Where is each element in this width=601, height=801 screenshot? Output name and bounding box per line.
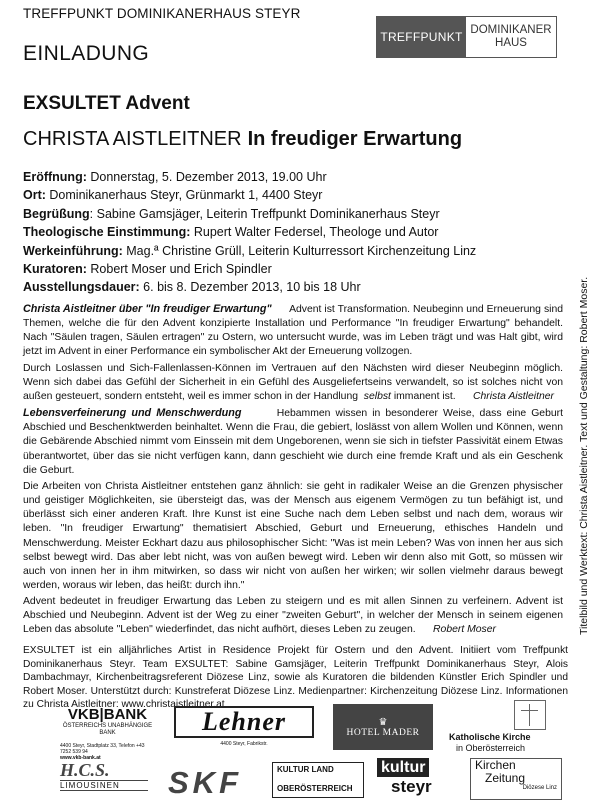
vkb-bank-logo bbox=[60, 706, 155, 761]
hotel-mader-logo bbox=[333, 704, 433, 750]
info-value: Robert Moser und Erich Spindler bbox=[90, 262, 272, 277]
info-value: : Sabine Gamsjäger, Leiterin Treffpunkt Dominikanerhaus Steyr bbox=[89, 206, 440, 221]
paragraph-5 bbox=[23, 595, 563, 637]
paragraph-1 bbox=[23, 302, 563, 360]
credit-text: Titelbild und Werktext: Christa Aistleitner. Text und Gestaltung: Robert Moser. bbox=[578, 276, 590, 635]
info-row-welcome bbox=[23, 205, 563, 223]
info-label: Kuratoren: bbox=[23, 262, 87, 277]
vkb-bank-website: www.vkb-bank.at bbox=[60, 755, 101, 761]
body-text bbox=[23, 302, 563, 640]
signature-moser: Robert Moser bbox=[433, 624, 496, 636]
kirchenzeitung-line2: Zeitung bbox=[485, 771, 526, 785]
paragraph-text: Durch Loslassen und Sich-Fallenlassen-Können im Vertrauen auf den Nächsten wird dieser Neubeginn möglich. Wenn sich dabei das Gefühl der Sicherheit in ein Gefühl des Ausgeliefertseins verwandelt, so ist solches nicht von außen gesteuert, sondern entsteht, weil es immer schon in der Handlung bbox=[23, 362, 563, 402]
hcs-name: H.C.S. bbox=[60, 760, 110, 780]
hcs-sub: LIMOUSINEN bbox=[60, 780, 148, 791]
footer-text: EXSULTET ist ein alljährliches Artist in Residence Projekt für Ostern und den Advent. Initiiert vom Treffpunkt Dominikanerhaus Steyr. Team EXSULTET: Sabine Gamsjäger, Leiterin Treffpunkt Dominikanerhaus Steyr, Alois Dambachmayr, Kirchenbeitragsreferent Diözese Linz, sowie als Kuratoren die bildenden Künstler Erich Spindler und Robert Moser. Unterstützt durch: Kunstreferat Diözese Linz. Medienpartner: Kirchenzeitung Diözese Linz. Informationen zu Christa Aistleitner: www.christaistleitner.at bbox=[23, 645, 568, 711]
info-label: Ausstellungsdauer: bbox=[23, 280, 140, 295]
kirchenzeitung-line1: Kirchen bbox=[475, 758, 516, 772]
logo-right-line1: DOMINIKANER bbox=[470, 24, 552, 36]
lehner-logo bbox=[174, 706, 314, 752]
event-info bbox=[23, 168, 563, 297]
kirche-cross-icon bbox=[514, 700, 546, 730]
vkb-bank-tagline: ÖSTERREICHS UNABHÄNGIGE BANK bbox=[62, 723, 153, 736]
info-value: Dominikanerhaus Steyr, Grünmarkt 1, 4400 Steyr bbox=[49, 188, 323, 203]
info-value: Donnerstag, 5. Dezember 2013, 19.00 Uhr bbox=[90, 170, 327, 184]
exhibition-title bbox=[23, 128, 462, 151]
skf-logo: SKF bbox=[168, 765, 242, 800]
logo-right-text bbox=[466, 17, 556, 57]
signature-aistleitner: Christa Aistleitner bbox=[472, 390, 554, 402]
info-value: Rupert Walter Federsel, Theologe und Autor bbox=[193, 225, 439, 240]
artist-name: CHRISTA AISTLEITNER bbox=[23, 128, 242, 150]
paragraph-text: Advent ist Transformation. Neubeginn und Erneuerung sind Themen, welche die für den Advent konzipierte Installation und Performance "In freudiger Erwartung" behandelt. Nach "Säulen tragen, Säulen ertragen" zu Ostern, wo untersucht wurde, was im Leben trägt und was Halt gibt, wird jetzt im Advent in einer Performance ein symbolischer Akt der Erneuerung vollzogen. bbox=[23, 304, 563, 358]
project-title: EXSULTET Advent bbox=[23, 93, 190, 114]
kirche-line2: in Oberösterreich bbox=[456, 743, 526, 753]
info-row-duration bbox=[23, 278, 563, 296]
hotel-mader-name: HOTEL MADER bbox=[346, 727, 420, 738]
kultur-steyr-line1: kultur bbox=[377, 758, 429, 777]
paragraph-text: immanent ist. bbox=[393, 390, 456, 402]
info-label: Eröffnung: bbox=[23, 170, 87, 184]
lehner-address: 4400 Steyr, Fabrikstr. bbox=[220, 741, 268, 747]
paragraph-text: Advent bedeutet in freudiger Erwartung das Leben zu steigern und es mit allen Sinnen zu verfeinern. Advent ist Abschied und Neubeginn. Advent ist der Weg zu einer "zweiten Geburt", in welcher der Mensch in seinem eigenen Leben das absolute "Leben" wiederfindet, das nicht aufhört, dieses Leben zu zeugen. bbox=[23, 596, 563, 636]
info-row-theology bbox=[23, 223, 563, 241]
kirche-logo bbox=[441, 700, 566, 756]
logo-left-text: TREFFPUNKT bbox=[377, 17, 466, 57]
organizer-name: TREFFPUNKT DOMINIKANERHAUS STEYR bbox=[23, 6, 301, 21]
section-heading-1: Christa Aistleitner über "In freudiger Erwartung" bbox=[23, 303, 272, 315]
lehner-name: Lehner bbox=[174, 706, 314, 738]
info-row-introduction bbox=[23, 242, 563, 260]
info-value: Mag.ª Christine Grüll, Leiterin Kulturressort Kirchenzeitung Linz bbox=[126, 243, 477, 258]
vkb-bank-name: VKB|BANK bbox=[67, 706, 148, 723]
kulturland-line2: OBERÖSTERREICH bbox=[277, 784, 353, 793]
invitation-heading: EINLADUNG bbox=[23, 42, 150, 65]
paragraph-3 bbox=[23, 406, 563, 478]
info-value: 6. bis 8. Dezember 2013, 10 bis 18 Uhr bbox=[143, 280, 361, 295]
kultur-steyr-logo bbox=[377, 758, 449, 798]
info-row-curators bbox=[23, 260, 563, 278]
paragraph-4: Die Arbeiten von Christa Aistleitner entstehen ganz ähnlich: sie geht in radikaler Weise an die Grenzen physischer und geistiger Möglichkeiten, sie übersteigt das, was der Mensch aus eigenem Vermögen zu tun befähigt ist, und überlässt sich einer anderen Kraft. Ihre Kunst ist eine Suche nach dem Leben selbst und nach dem, woraus wir leben. "In freudiger Erwartung" thematisiert Abschied, Geburt und Erneuerung, ethisches Handeln und Menschwerdung. Meister Eckhart dazu aus philosophischer Sicht: "Was ist mein Leben? Was von innen her aus sich selbst bewegt wird. Das aber lebt nicht, was von außen bewegt wird. Leben wir denn also mit Gott, so müssen wir auch von innen her in ihm mitwirken, so dass wir nicht von außen her wirken; wir sollen vielmehr daraus bewegt werden, woraus wir leben, das heißt: durch ihn." bbox=[23, 480, 563, 591]
info-label: Theologische Einstimmung: bbox=[23, 225, 191, 240]
kultur-steyr-line2: steyr bbox=[391, 777, 432, 796]
kirche-line1: Katholische Kirche bbox=[449, 732, 531, 742]
paragraph-text: Hebammen wissen in besonderer Weise, dass eine Geburt Abschied und Beschenktwerden beinhaltet. Wenn die Frau, die gebiert, loslässt von allem Wollen und Können, wenn die Gebärende Abschied nimmt vom Einssein mit dem Ungeborenen, wenn sie sich in tiefster Passivität einem Etwas überantwortet, über das sie nicht verfügen kann, dann geschieht wie durch eine fremde Kraft und als ein Geschenk die Geburt. bbox=[23, 408, 563, 476]
logo-right-line2: HAUS bbox=[495, 37, 527, 49]
info-label: Begrüßung bbox=[23, 206, 90, 221]
vkb-bank-address: 4400 Steyr, Stadtplatz 33, Telefon +43 7252 539 94 bbox=[60, 743, 145, 755]
paragraph-2 bbox=[23, 362, 563, 404]
kirchenzeitung-line3: Diözese Linz bbox=[522, 785, 557, 791]
info-row-opening bbox=[23, 168, 563, 186]
info-label: Ort: bbox=[23, 188, 46, 203]
kulturland-logo bbox=[272, 762, 364, 798]
info-label: Werkeinführung: bbox=[23, 243, 123, 258]
kulturland-line1: KULTUR LAND bbox=[277, 765, 334, 774]
section-heading-2: Lebensverfeinerung und Menschwerdung bbox=[23, 407, 242, 420]
hcs-logo bbox=[60, 760, 148, 796]
exhibition-subtitle: In freudiger Erwartung bbox=[247, 128, 463, 150]
info-row-location bbox=[23, 186, 563, 204]
kirchenzeitung-logo bbox=[470, 758, 562, 800]
emphasis-text: selbst bbox=[363, 390, 391, 402]
treffpunkt-logo bbox=[376, 16, 557, 58]
hotel-icon: ♛ bbox=[378, 716, 388, 728]
